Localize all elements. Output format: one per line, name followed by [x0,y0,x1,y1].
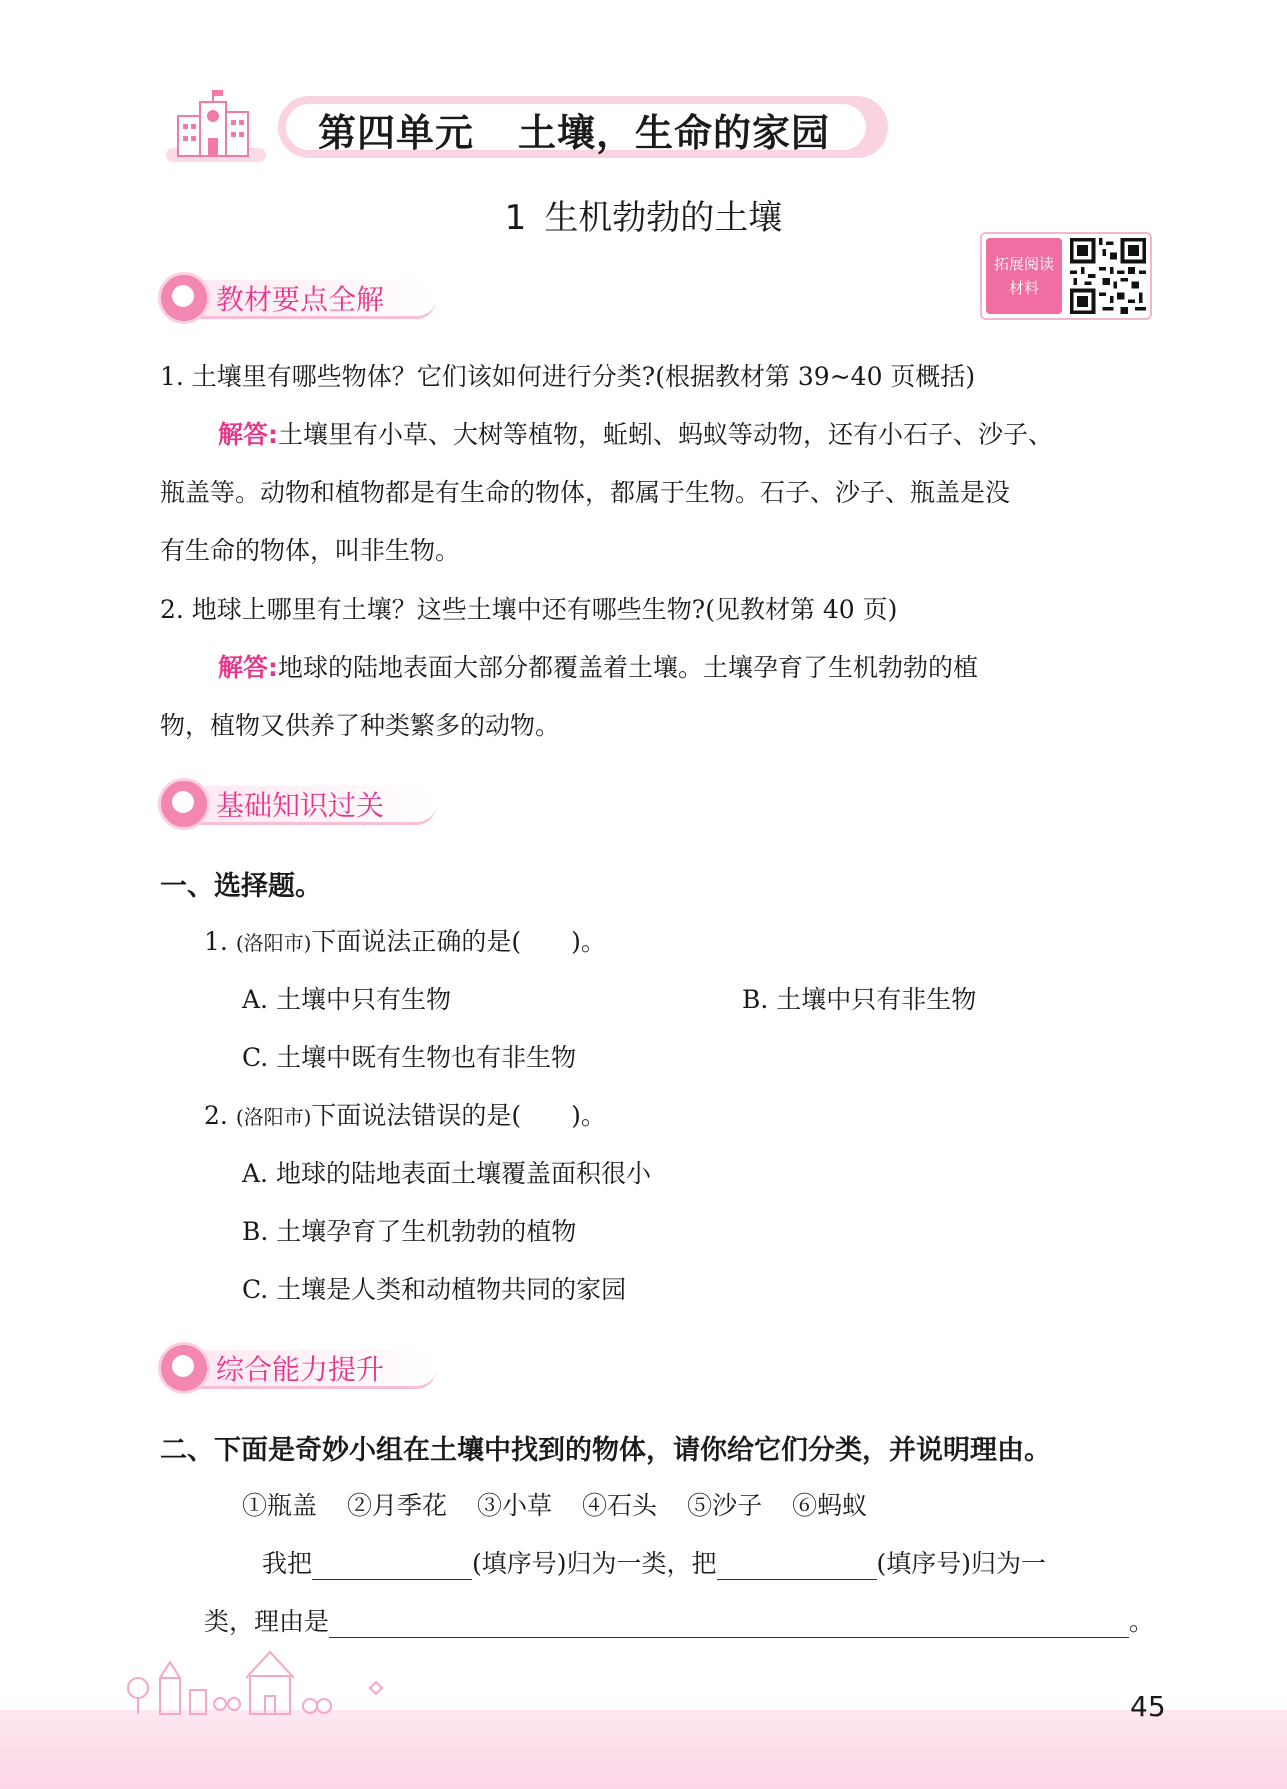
town-decoration-icon [120,1648,420,1718]
city-building-icon [158,88,278,166]
fill-text-d: 类，理由是 [204,1607,330,1636]
fill-text-c: (填序号)归为一 [876,1549,1047,1578]
q1-option-b[interactable]: B. 土壤中只有非生物 [742,985,977,1014]
part1-heading: 一、选择题。 [160,871,322,902]
section-header-advanced [158,1342,448,1392]
key-answer-1-line3: 有生命的物体，叫非生物。 [160,536,461,565]
q1-option-c[interactable]: C. 土壤中既有生物也有非生物 [242,1043,577,1072]
q1-option-a[interactable]: A. 土壤中只有生物 [242,985,451,1014]
key-answer-2-line2: 物，植物又供养了种类繁多的动物。 [160,711,561,740]
item-2: ②月季花 [347,1491,448,1520]
unit-name: 土壤，生命的家园 [518,111,831,155]
answer-text: 地球的陆地表面大部分都覆盖着土壤。土壤孕育了生机勃勃的植 [278,653,979,682]
part2-items [242,1486,867,1522]
lesson-number: 1 [504,198,527,238]
question-stem: 下面说法错误的是( )。 [311,1101,606,1130]
item-4: ④石头 [582,1491,658,1520]
part2-fill-line1 [262,1544,1046,1580]
fill-blank-reason[interactable] [329,1607,1129,1638]
part2-fill-line2 [204,1602,1154,1638]
key-question-1: 1. 土壤里有哪些物体？它们该如何进行分类?(根据教材第 39~40 页概括) [160,362,976,391]
unit-number: 第四单元 [318,111,475,155]
section-header-key-points [158,272,448,322]
unit-banner [158,88,893,166]
fill-text-b: (填序号)归为一类，把 [472,1549,717,1578]
q2-option-b[interactable]: B. 土壤孕育了生机勃勃的植物 [242,1217,577,1246]
part2-heading: 二、下面是奇妙小组在土壤中找到的物体，请你给它们分类，并说明理由。 [160,1435,1051,1466]
question-stem: 下面说法正确的是( )。 [311,927,606,956]
qr-code-icon[interactable] [1070,238,1146,314]
key-answer-1-line1 [218,415,1053,451]
fill-text-end: 。 [1129,1607,1155,1636]
item-1: ①瓶盖 [242,1491,318,1520]
question-source: (洛阳市) [235,931,312,955]
answer-label: 解答: [218,420,278,449]
unit-title [318,102,830,157]
key-answer-1-line2: 瓶盖等。动物和植物都是有生命的物体，都属于生物。石子、沙子、瓶盖是没 [160,478,1011,507]
q2-option-a[interactable]: A. 地球的陆地表面土壤覆盖面积很小 [242,1159,651,1188]
lesson-name: 生机勃勃的土壤 [544,198,783,238]
question-number: 1. [204,927,228,956]
fill-blank-2[interactable] [717,1549,877,1580]
qr-box[interactable] [980,232,1152,320]
section-title: 教材要点全解 [216,283,385,316]
qr-label-line1: 拓展阅读 [993,255,1054,273]
answer-text: 土壤里有小草、大树等植物，蚯蚓、蚂蚁等动物，还有小石子、沙子、 [278,420,1054,449]
key-answer-2-line1 [218,648,978,684]
qr-label [986,238,1062,314]
q2-option-c[interactable]: C. 土壤是人类和动植物共同的家园 [242,1275,627,1304]
section-header-basics [158,778,448,828]
item-5: ⑤沙子 [687,1491,763,1520]
section-title: 综合能力提升 [216,1353,385,1386]
item-6: ⑥蚂蚁 [792,1491,868,1520]
question-source: (洛阳市) [235,1105,312,1129]
question-number: 2. [204,1101,228,1130]
footer-band [0,1710,1287,1789]
page-number: 45 [1130,1690,1166,1723]
mascot-icon [158,1342,210,1394]
question-1 [204,922,606,958]
mascot-icon [158,272,210,324]
fill-blank-1[interactable] [312,1549,472,1580]
qr-label-line2: 材料 [1008,279,1039,297]
answer-label: 解答: [218,653,278,682]
item-3: ③小草 [477,1491,553,1520]
mascot-icon [158,778,210,830]
section-title: 基础知识过关 [216,789,385,822]
key-question-2: 2. 地球上哪里有土壤？这些土壤中还有哪些生物?(见教材第 40 页) [160,595,898,624]
fill-text-a: 我把 [262,1549,313,1578]
question-2 [204,1096,606,1132]
